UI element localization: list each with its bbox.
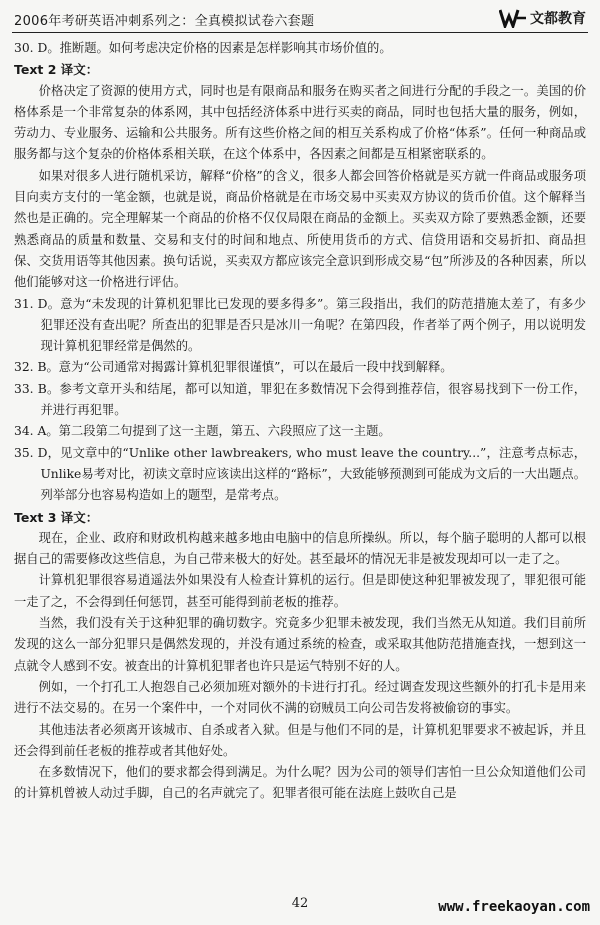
paragraph: 其他违法者必须离开该城市、自杀或者入狱。但是与他们不同的是，计算机犯罪要求不被起诉，并且还会得到前任老板的推荐或者其他好处。 bbox=[14, 722, 586, 758]
paragraph: 在多数情况下，他们的要求都会得到满足。为什么呢？因为公司的领导们害怕一旦公众知道他们公司的计算机曾被人动过手脚，自己的名声就完了。犯罪者很可能在法庭上鼓吹自己是 bbox=[14, 765, 586, 801]
answer-30: 30. D。推断题。如何考虑决定价格的因素是怎样影响其市场价值的。 bbox=[14, 41, 392, 55]
answer-31: 31. D。意为“未发现的计算机犯罪比已发现的要多得多”。第三段指出，我们的防范措施太差了，有多少犯罪还没有查出呢？所查出的犯罪是否只是冰川一角呢？在第四段，作者举了两个例子，用以说明发现计算机犯罪经常是偶然的。 bbox=[14, 296, 586, 354]
answer-33: 33. B。参考文章开头和结尾，都可以知道，罪犯在多数情况下会得到推荐信，很容易找到下一份工作，并进行再犯罪。 bbox=[14, 381, 586, 418]
paragraph: 例如，一个打孔工人抱怨自己必须加班对额外的卡进行打孔。经过调查发现这些额外的打孔卡是用来进行不法交易的。在另一个案件中，一个对同伙不满的窃贼员工向公司告发将被偷窃的事实。 bbox=[14, 679, 586, 716]
document-body bbox=[14, 38, 586, 805]
site-url[interactable]: www.freekaoyan.com bbox=[438, 899, 590, 915]
brand-name: 文都教育 bbox=[530, 11, 586, 27]
text2-heading: Text 2 译文： bbox=[14, 62, 99, 78]
paragraph: 如果对很多人进行随机采访，解释“价格”的含义，很多人都会回答价格就是买方就一件商品或服务项目向卖方支付的一笔金额，也就是说，商品价格就是在市场交易中买卖双方协议的货币价值。这个解释当然也是正确的。完全理解某一个商品的价格不仅仅局限在商品的金额上。买卖双方除了要熟悉金额，还要熟悉商品的质量和数量、交易和支付的时间和地点、所使用货币的方式、信贷用语和交易折扣、商品担保、交货用语等其他因素。换句话说，买卖双方都应该完全意识到形成交易“包”所涉及的各种因素，所以他们能够对这一价格进行评估。 bbox=[14, 168, 586, 290]
answer-35: 35. D，见文章中的“Unlike other lawbreakers, who must leave the country...”，注意考点标志，Unlike易考对比，初读文章时应该读出这样的“路标”，大致能够预测到可能成为文后的一大出题点。列举部分也容易构造如上的题型，是常考点。 bbox=[14, 445, 586, 503]
paragraph: 现在，企业、政府和财政机构越来越多地由电脑中的信息所操纵。所以，每个脑子聪明的人都可以根据自己的需要修改这些信息，为自己带来极大的好处。甚至最坏的情况无非是被发现却可以一走了之。 bbox=[14, 530, 586, 567]
paragraph: 计算机犯罪很容易逍遥法外如果没有人检查计算机的运行。但是即使这种犯罪被发现了，罪犯很可能一走了之，不会得到任何惩罚，甚至可能得到前老板的推荐。 bbox=[14, 573, 586, 609]
answer-34: 34. A。第二段第二句提到了这一主题，第五、六段照应了这一主题。 bbox=[14, 424, 391, 439]
header-title: 2006年考研英语冲刺系列之：全真模拟试卷六套题 bbox=[14, 14, 315, 29]
brand bbox=[499, 6, 586, 30]
paragraph: 当然，我们没有关于这种犯罪的确切数字。究竟多少犯罪未被发现，我们当然无从知道。我们目前所发现的这么一部分犯罪只是偶然发现的，并没有通过系统的检查，或采取其他防范措施查找，一想到这一点就令人感到不安。被查出的计算机犯罪者也许只是运气特别不好的人。 bbox=[14, 616, 586, 673]
page-header bbox=[12, 6, 588, 33]
text3-heading: Text 3 译文： bbox=[14, 509, 99, 525]
answer-32: 32. B。意为“公司通常对揭露计算机犯罪很谨慎”，可以在最后一段中找到解释。 bbox=[14, 360, 453, 375]
wendu-logo-icon bbox=[499, 8, 527, 28]
paragraph: 价格决定了资源的使用方式，同时也是有限商品和服务在购买者之间进行分配的手段之一。美国的价格体系是一个非常复杂的体系网，其中包括经济体系中进行买卖的商品，同时也包括大量的服务，例如，劳动力、专业服务、运输和公共服务。所有这些价格之间的相互关系构成了价格“体系”。任何一种商品或服务都与这个复杂的价格体系相关联，在这个体系中，各因素之间都是互相紧密联系的。 bbox=[14, 83, 586, 162]
page-number: 42 bbox=[291, 896, 309, 911]
